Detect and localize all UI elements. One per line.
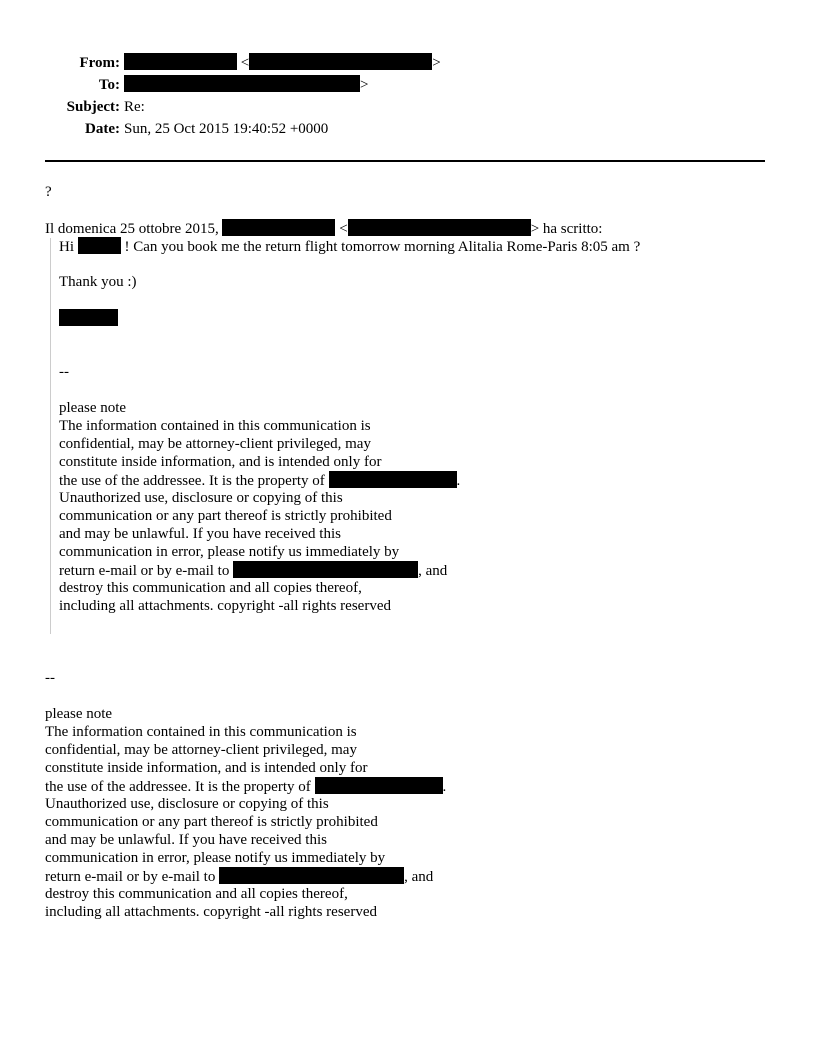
redacted-sender-email xyxy=(249,53,432,70)
quoted-email-line xyxy=(59,561,460,579)
quoted-sig-separator: -- xyxy=(59,364,69,380)
quoted-greeting xyxy=(59,237,640,256)
quoted-line-5: Unauthorized use, disclosure or copying of this xyxy=(59,490,343,506)
attribution-line xyxy=(45,219,602,238)
redacted-footer-company xyxy=(315,777,443,794)
to-value xyxy=(124,74,368,96)
quoted-signature xyxy=(59,309,118,328)
greeting-hi: Hi xyxy=(59,239,74,255)
date-row xyxy=(0,118,816,140)
to-label: To: xyxy=(98,77,120,93)
quote-bar xyxy=(50,238,51,634)
quoted-note-title: please note xyxy=(59,400,127,416)
quoted-thanks: Thank you :) xyxy=(59,274,137,290)
question-mark: ? xyxy=(45,184,52,200)
quoted-email-prefix: return e-mail or by e-mail to xyxy=(59,563,230,579)
redacted-recipient xyxy=(124,75,360,92)
email-header xyxy=(0,52,816,140)
footer-email-prefix: return e-mail or by e-mail to xyxy=(45,869,216,885)
subject-label: Subject: xyxy=(66,99,120,115)
quoted-email-suffix: , and xyxy=(418,563,448,579)
subject-row xyxy=(0,96,816,118)
footer-disclaimer xyxy=(45,705,446,921)
redacted-footer-email xyxy=(219,867,404,884)
redacted-quoted-email xyxy=(233,561,418,578)
footer-line-8: communication in error, please notify us immediately by xyxy=(45,850,386,866)
quoted-property-suffix: . xyxy=(456,473,461,489)
footer-line-6: communication or any part thereof is strictly prohibited xyxy=(45,814,378,830)
footer-email-line xyxy=(45,867,446,885)
quoted-disclaimer xyxy=(59,399,460,615)
quoted-line-10: destroy this communication and all copies thereof, xyxy=(59,580,362,596)
greeting-rest: ! Can you book me the return flight tomorrow morning Alitalia Rome-Paris 8:05 am ? xyxy=(124,239,641,255)
quoted-property-line xyxy=(59,471,460,489)
footer-property-suffix: . xyxy=(442,779,447,795)
quoted-line-2: confidential, may be attorney-client privileged, may xyxy=(59,436,371,452)
footer-line-7: and may be unlawful. If you have received this xyxy=(45,832,327,848)
quoted-line-11: including all attachments. copyright -all rights reserved xyxy=(59,598,391,614)
from-gt: > xyxy=(432,55,441,71)
footer-line-2: confidential, may be attorney-client privileged, may xyxy=(45,742,357,758)
redacted-author-name xyxy=(222,219,335,236)
footer-property-prefix: the use of the addressee. It is the property of xyxy=(45,779,311,795)
header-divider xyxy=(45,160,765,162)
from-row xyxy=(0,52,816,74)
to-gt: > xyxy=(360,77,369,93)
redacted-greeting-name xyxy=(78,237,121,254)
to-row xyxy=(0,74,816,96)
footer-line-11: including all attachments. copyright -all rights reserved xyxy=(45,904,377,920)
attribution-suffix: > ha scritto: xyxy=(530,221,603,237)
quoted-line-8: communication in error, please notify us immediately by xyxy=(59,544,400,560)
footer-line-3: constitute inside information, and is intended only for xyxy=(45,760,368,776)
quoted-line-7: and may be unlawful. If you have received this xyxy=(59,526,341,542)
date-value: Sun, 25 Oct 2015 19:40:52 +0000 xyxy=(124,121,329,137)
from-lt: < xyxy=(240,55,250,71)
date-label: Date: xyxy=(85,121,120,137)
footer-line-10: destroy this communication and all copies thereof, xyxy=(45,886,348,902)
footer-email-suffix: , and xyxy=(404,869,434,885)
quoted-line-1: The information contained in this communication is xyxy=(59,418,371,434)
from-value xyxy=(124,52,441,74)
footer-property-line xyxy=(45,777,446,795)
footer-note-title: please note xyxy=(45,706,113,722)
redacted-signature xyxy=(59,309,118,326)
from-label: From: xyxy=(79,55,120,71)
footer-line-5: Unauthorized use, disclosure or copying of this xyxy=(45,796,329,812)
quoted-property-prefix: the use of the addressee. It is the property of xyxy=(59,473,325,489)
footer-line-1: The information contained in this communication is xyxy=(45,724,357,740)
attribution-lt: < xyxy=(339,221,348,237)
subject-value: Re: xyxy=(124,99,145,115)
attribution-prefix: Il domenica 25 ottobre 2015, xyxy=(45,221,219,237)
redacted-quoted-company xyxy=(329,471,457,488)
redacted-author-email xyxy=(348,219,531,236)
redacted-sender-name xyxy=(124,53,237,70)
quoted-line-3: constitute inside information, and is intended only for xyxy=(59,454,382,470)
quoted-line-6: communication or any part thereof is strictly prohibited xyxy=(59,508,392,524)
footer-sig-separator: -- xyxy=(45,670,55,686)
